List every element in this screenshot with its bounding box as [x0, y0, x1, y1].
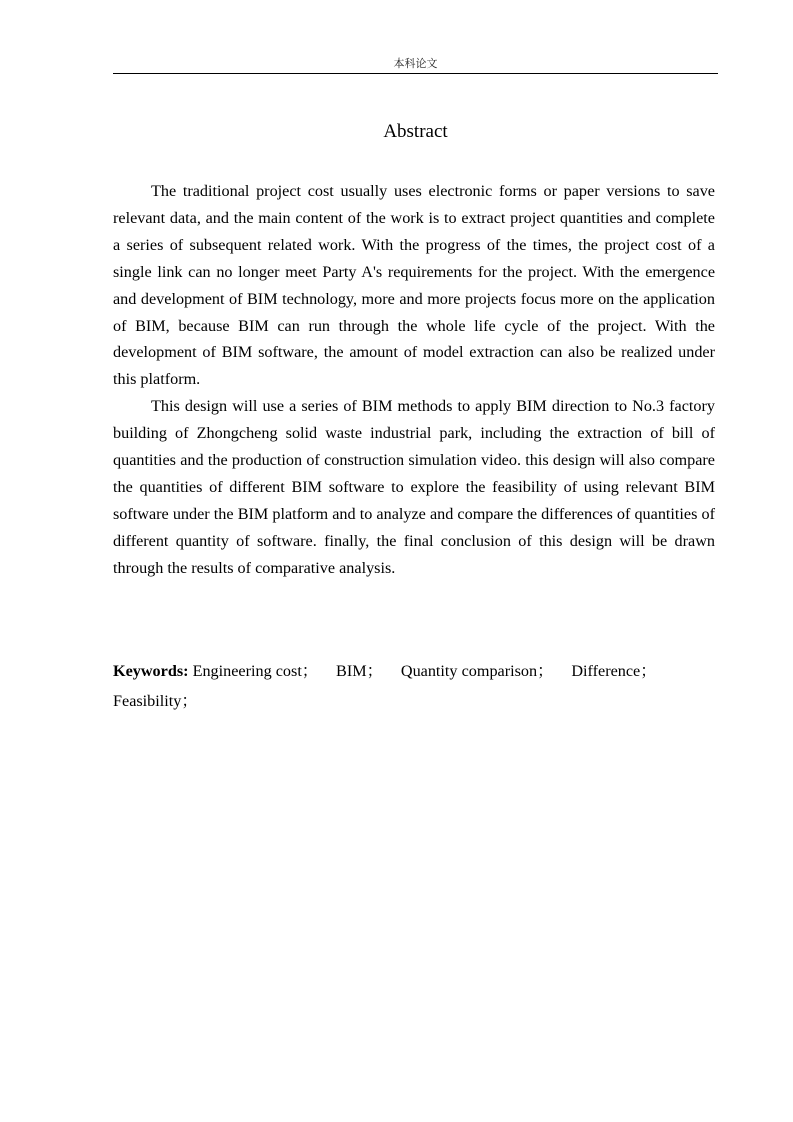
- abstract-paragraph-1: The traditional project cost usually uses electronic forms or paper versions to save relevant data, and the main content of the work is to extract project quantities and complete a series of subsequent related work. With the progress of the times, the project cost of a single link can no longer meet Party A's requirements for the project. With the emergence and development of BIM technology, more and more projects focus more on the application of BIM, because BIM can run through the whole life cycle of the project. With the development of BIM software, the amount of model extraction can also be realized under this platform.: [113, 182, 715, 389]
- keyword-item: Quantity comparison；: [400, 662, 554, 680]
- keyword-item: BIM；: [336, 662, 383, 680]
- keyword-item: Difference；: [571, 662, 657, 680]
- keyword-item: Engineering cost；: [192, 662, 318, 680]
- keyword-item: Feasibility；: [113, 692, 198, 710]
- abstract-title: Abstract: [383, 121, 448, 142]
- abstract-paragraph-2: This design will use a series of BIM methods to apply BIM direction to No.3 factory building of Zhongcheng solid waste industrial park, including the extraction of bill of quantities and the production of construction simulation video. this design will also compare the quantities of different BIM software to explore the feasibility of using relevant BIM software under the BIM platform and to analyze and compare the differences of quantities of different quantity of software. finally, the final conclusion of this design will be drawn through the results of comparative analysis.: [113, 397, 715, 577]
- running-header: 本科论文: [393, 57, 438, 70]
- header-rule: [113, 73, 718, 74]
- keywords-label: Keywords:: [113, 662, 189, 680]
- keywords-line: [113, 656, 718, 716]
- abstract-body: [113, 178, 715, 582]
